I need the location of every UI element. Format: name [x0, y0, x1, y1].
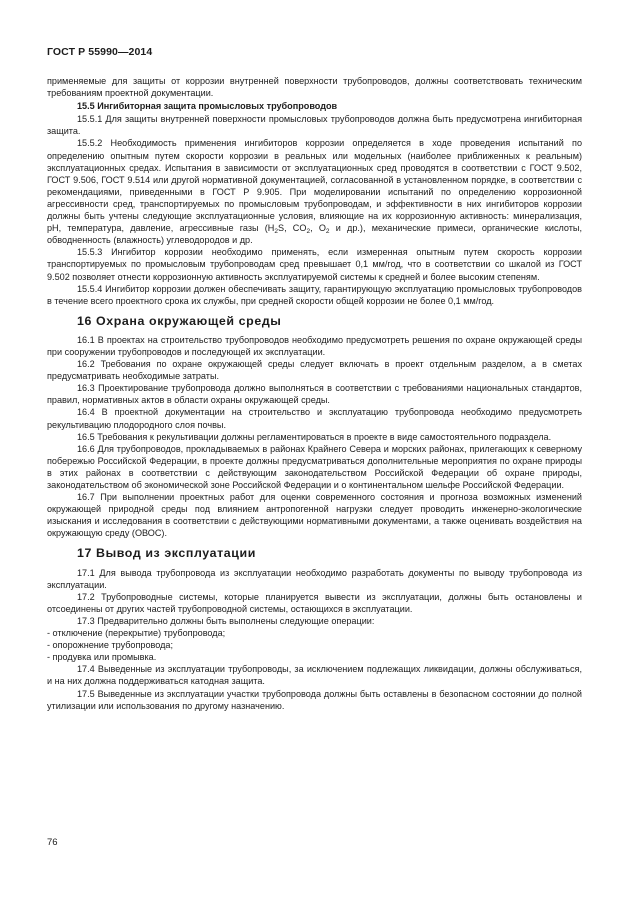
subsection-heading-15-5: 15.5 Ингибиторная защита промысловых трубопроводов [77, 101, 338, 112]
paragraph-17-5: 17.5 Выведенные из эксплуатации участки трубопровода должны быть оставлены в безопасном состоянии до полной утилизации или использования по другому назначению. [47, 688, 582, 711]
section-heading-17: 17 Вывод из эксплуатации [77, 546, 256, 561]
paragraph-15-5-1: 15.5.1 Для защиты внутренней поверхности промысловых трубопроводов должна быть предусмотрена ингибиторная защита. [47, 114, 582, 137]
document-body [47, 75, 582, 712]
paragraph-17-1: 17.1 Для вывода трубопровода из эксплуатации необходимо разработать документы по выводу трубопровода из эксплуатации. [47, 567, 582, 590]
subscript-o2: 2 [325, 228, 330, 236]
paragraph-16-2: 16.2 Требования по охране окружающей среды следует включать в проект отдельным разделом, а в сметах предусматривать необходимые затраты. [47, 359, 582, 382]
document-header: ГОСТ Р 55990—2014 [47, 46, 153, 58]
list-item: - опорожнение трубопровода; [47, 640, 174, 651]
paragraph-15-5-2-part-a: 15.5.2 Необходимость применения ингибиторов коррозии определяется в ходе проведения испытаний по определению опытным путем скорости коррозии в реальных или модельных (наиболее приближенных к реальным) эксплуатационных средах. Испытания в зависимости от эксплуатационных сред проводятся в соответствии с ГОСТ 9.502, ГОСТ 9.506, ГОСТ 9.514 или другой нормативной документацией, согласованной в установленном порядке, в соответствии с рекомендациями, приведенными в ГОСТ Р 9.905. При моделировании испытаний по определению коррозионной агрессивности сред, транспортируемых по промысловым трубопроводам, и эффективности в них ингибиторов коррозии должны быть учтены следующие эксплуатационные условия, влияющие на их коррозионную активность: минерализация, pH, температура, давление, агрессивные газы (H [47, 138, 582, 234]
paragraph-15-5-4: 15.5.4 Ингибитор коррозии должен обеспечивать защиту, гарантирующую эксплуатацию промысловых трубопроводов в течение всего проектного срока их службы, при средней скорости общей коррозии не более 0,1 мм/год. [47, 283, 582, 306]
paragraph-16-6: 16.6 Для трубопроводов, прокладываемых в районах Крайнего Севера и морских районах, прилегающих к северному побережью Российской Федерации, в проекте должны предусматриваться дополнительные мероприятия по охране природы в этих районах в соответствии с действующим законодательством Российской Федерации об охране природы, законодательством об экономической зоне Российской Федерации и о континентальном шельфе Российской Федерации. [47, 443, 582, 490]
paragraph-16-7: 16.7 При выполнении проектных работ для оценки современного состояния и прогноза возможных изменений окружающей природной среды под влиянием антропогенной нагрузки следует проводить инженерно-экологические изыскания и исследования в соответствии с действующими нормативными документами, а также оценивать воздействия на окружающую среду (ОВОС). [47, 492, 582, 539]
paragraph-17-2: 17.2 Трубопроводные системы, которые планируется вывести из эксплуатации, должны быть остановлены и отсоединены от других частей трубопроводной системы, остающихся в эксплуатации. [47, 591, 582, 614]
paragraph-16-5: 16.5 Требования к рекультивации должны регламентироваться в проекте в виде самостоятельного подраздела. [77, 431, 552, 442]
paragraph-16-3: 16.3 Проектирование трубопровода должно выполняться в соответствии с требованиями национальных стандартов, правил, нормативных актов в области охраны окружающей среды. [47, 383, 582, 406]
paragraph-15-5-2 [47, 137, 582, 246]
subscript-co2: 2 [306, 228, 311, 236]
paragraph-17-3: 17.3 Предварительно должны быть выполнены следующие операции: [77, 615, 375, 626]
paragraph-15-5-3: 15.5.3 Ингибитор коррозии необходимо применять, если измеренная опытным путем скорость коррозии транспортируемых по промысловым трубопроводам сред превышает 0,1 мм/год, что в соответствии со шкалой из ГОСТ 9.502 позволяет отнести коррозионную активность эксплуатируемой системы к средней и более высоким степеням. [47, 247, 582, 282]
section-heading-16: 16 Охрана окружающей среды [77, 313, 282, 328]
paragraph-intro: применяемые для защиты от коррозии внутренней поверхности трубопроводов, должны соответствовать техническим требованиям проектной документации. [47, 76, 582, 99]
page-number: 76 [47, 837, 58, 848]
paragraph-15-5-2-part-b: S, CO [278, 223, 307, 234]
paragraph-17-4: 17.4 Выведенные из эксплуатации трубопроводы, за исключением подлежащих ликвидации, должны обслуживаться, и на них должна поддерживаться катодная защита. [47, 664, 582, 687]
paragraph-15-5-2-part-d: и др.), механические примеси, органические кислоты, обводненность (влажность) углеводородов и др. [47, 223, 582, 246]
paragraph-16-4: 16.4 В проектной документации на строительство и эксплуатацию трубопровода необходимо предусмотреть рекультивацию плодородного слоя почвы. [47, 407, 582, 430]
list-item: - продувка или промывка. [47, 652, 157, 663]
subscript-h2: 2 [274, 228, 278, 236]
paragraph-16-1: 16.1 В проектах на строительство трубопроводов необходимо предусмотреть решения по охране окружающей среды при сооружении трубопроводов и последующей их эксплуатации. [47, 334, 582, 357]
list-item: - отключение (перекрытие) трубопровода; [47, 628, 226, 639]
paragraph-15-5-2-part-c: , O [310, 223, 326, 234]
